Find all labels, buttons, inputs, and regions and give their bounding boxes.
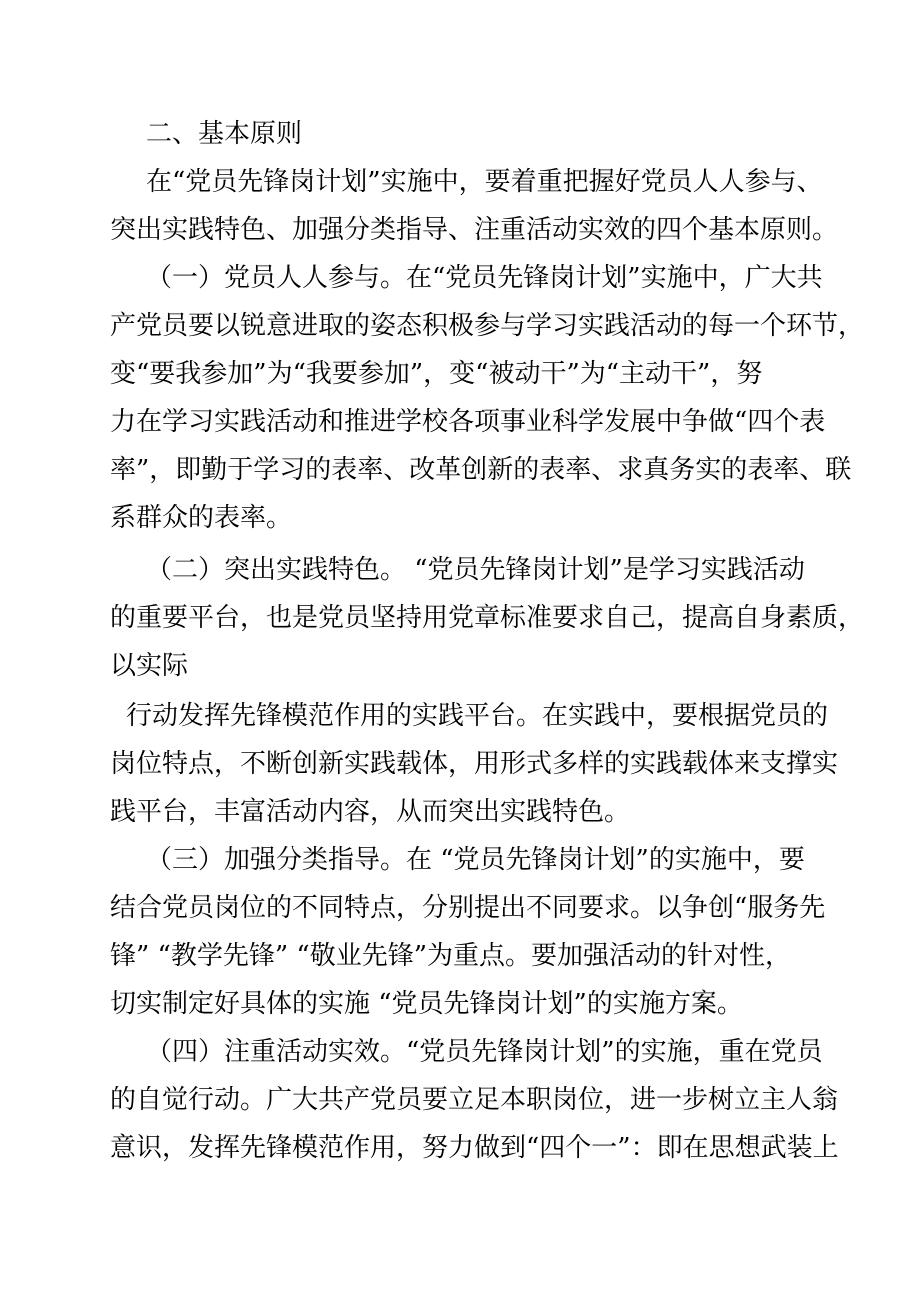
principle-1-line: （一）党员人人参与。在“党员先锋岗计划”实施中，广大共: [146, 263, 823, 293]
principle-1-line: 变“要我参加”为“我要参加”，变“被动干”为“主动干”，努: [110, 359, 763, 389]
principle-4-line: 意识，发挥先锋模范作用，努力做到“四个一”：即在思想武装上: [110, 1133, 839, 1163]
intro-line: 在“党员先锋岗计划”实施中，要着重把握好党员人人参与、: [146, 167, 823, 197]
principle-2-line: 以实际: [110, 651, 189, 681]
principle-2-line: （二）突出实践特色。 “党员先锋岗计划”是学习实践活动: [146, 555, 805, 585]
principle-2-line: 行动发挥先锋模范作用的实践平台。在实践中，要根据党员的: [126, 701, 829, 731]
principle-2-line: 的重要平台，也是党员坚持用党章标准要求自己，提高自身素质，: [110, 603, 865, 633]
principle-1-line: 产党员要以锐意进取的姿态积极参与学习实践活动的每一个环节，: [110, 311, 865, 341]
principle-2-line: 岗位特点，不断创新实践载体，用形式多样的实践载体来支撑实: [110, 749, 839, 779]
principle-1-line: 率”，即勤于学习的表率、改革创新的表率、求真务实的表率、联: [110, 455, 852, 485]
principle-4-line: （四）注重活动实效。“党员先锋岗计划”的实施，重在党员: [146, 1037, 823, 1067]
principle-1-line: 力在学习实践活动和推进学校各项事业科学发展中争做“四个表: [110, 407, 826, 437]
principle-1-line: 系群众的表率。: [110, 503, 293, 533]
principle-3-line: 切实制定好具体的实施 “党员先锋岗计划”的实施方案。: [110, 989, 743, 1019]
principle-3-line: 结合党员岗位的不同特点，分别提出不同要求。以争创“服务先: [110, 893, 826, 923]
intro-line: 突出实践特色、加强分类指导、注重活动实效的四个基本原则。: [110, 215, 839, 245]
principle-3-line: 锋” “教学先锋” “敬业先锋”为重点。要加强活动的针对性，: [110, 941, 791, 971]
principle-4-line: 的自觉行动。广大共产党员要立足本职岗位，进一步树立主人翁: [110, 1085, 839, 1115]
section-heading: 二、基本原则: [146, 119, 303, 149]
principle-3-line: （三）加强分类指导。在 “党员先锋岗计划”的实施中，要: [146, 845, 805, 875]
principle-2-line: 践平台，丰富活动内容，从而突出实践特色。: [110, 797, 631, 827]
